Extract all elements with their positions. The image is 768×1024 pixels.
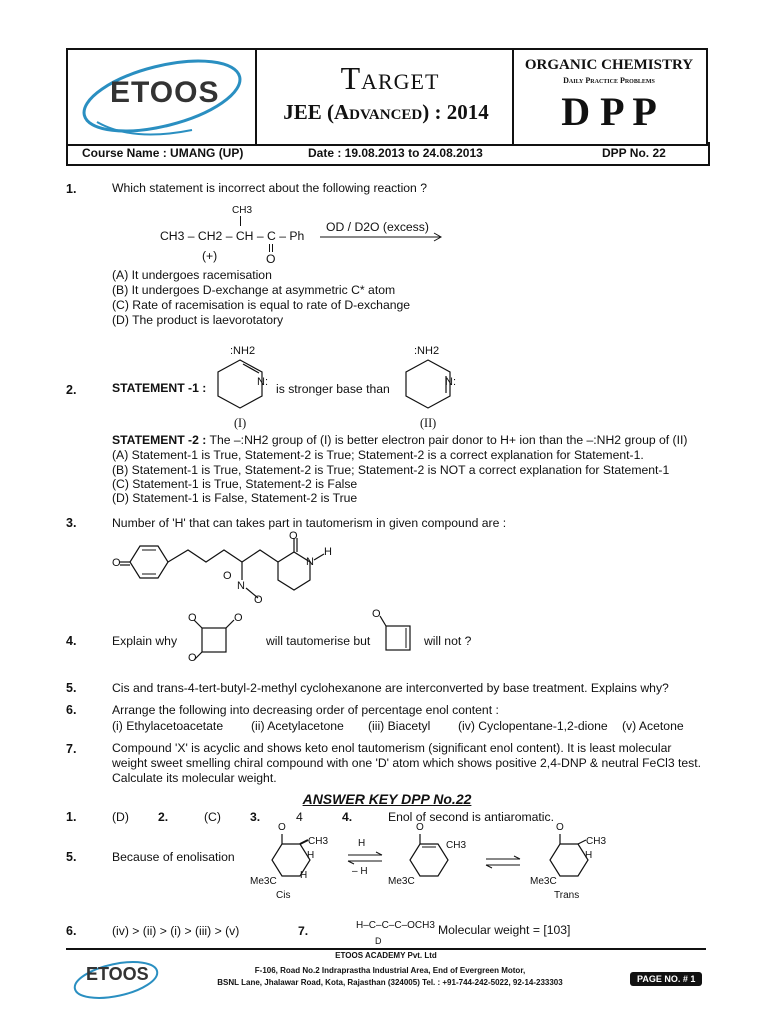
ak-me3c: Me3C (250, 876, 277, 887)
dpp-title: D P P (561, 89, 657, 134)
footer-logo: ETOOS (86, 964, 149, 984)
q2-statement2 (112, 433, 687, 448)
q3-o-label: O (112, 557, 121, 569)
q6-item-2: (ii) Acetylacetone (251, 719, 344, 733)
subject-subtitle: Daily Practice Problems (563, 76, 655, 85)
q5-text: Cis and trans-4-tert-butyl-2-methyl cyclohexanone are interconverted by base treatment. Explains why? (112, 681, 669, 695)
course-name: Course Name : UMANG (UP) (82, 146, 244, 160)
q6-item-3: (iii) Biacetyl (368, 719, 431, 733)
q1-option-a: (A) It undergoes racemisation (112, 268, 272, 282)
q5-number: 5. (66, 681, 77, 695)
ak-2-num: 2. (158, 810, 169, 824)
q6-item-1: (i) Ethylacetoacetate (112, 719, 224, 733)
ak-4-ans: Enol of second is antiaromatic. (388, 810, 554, 824)
q1-oxygen: O (266, 252, 276, 266)
q7-number: 7. (66, 742, 77, 756)
q2-label-i: (I) (234, 416, 247, 430)
ak-ch3: CH3 (446, 840, 467, 851)
q1-option-d: (D) The product is laevorotatory (112, 313, 284, 327)
ak-h: H (585, 850, 593, 861)
q2-n-label-ii: N: (445, 376, 456, 388)
q2-mid-text: is stronger base than (276, 382, 390, 396)
ak-7-num: 7. (298, 924, 309, 938)
ak-trans: Trans (554, 890, 580, 901)
ak-me3c: Me3C (388, 876, 415, 887)
q4-o-label: O (188, 652, 197, 664)
q3-no2-o: O (223, 570, 232, 582)
q1-plus: (+) (202, 249, 218, 263)
q2-option-d: (D) Statement-1 is False, Statement-2 is True (112, 491, 358, 505)
equilibrium-arrow (484, 856, 524, 868)
q2-n-label-i: N: (257, 376, 268, 388)
ak-o: O (278, 822, 286, 833)
q1-option-b: (B) It undergoes D-exchange at asymmetric C* atom (112, 283, 396, 297)
q3-text: Number of 'H' that can takes part in tautomerism in given compound are : (112, 516, 507, 530)
q6-text: Arrange the following into decreasing order of percentage enol content : (112, 703, 499, 717)
q3-no2-o: O (254, 594, 263, 606)
q4-o-label: O (372, 608, 381, 620)
equilibrium-arrow (346, 852, 386, 864)
q2-label-ii: (II) (420, 416, 437, 430)
q2-nh2-a: :NH2 (230, 345, 256, 357)
ak-2-ans: (C) (204, 810, 221, 824)
q1-option-c: (C) Rate of racemisation is equal to rate of D-exchange (112, 298, 411, 312)
ak-7-mw: Molecular weight = [103] (438, 923, 571, 937)
ak-o: O (556, 822, 564, 833)
q1-bond (272, 244, 273, 252)
footer-divider (66, 948, 706, 950)
ak-5-num: 5. (66, 850, 77, 864)
q4-number: 4. (66, 634, 77, 648)
ak-ch3: CH3 (308, 836, 329, 847)
q4-text3: will not ? (424, 634, 472, 648)
page-number: PAGE NO. # 1 (630, 972, 702, 986)
q6-item-5: (v) Acetone (622, 719, 684, 733)
ak-1-ans: (D) (112, 810, 129, 824)
q4-text1: Explain why (112, 634, 178, 648)
q2-option-c: (C) Statement-1 is True, Statement-2 is False (112, 477, 358, 491)
ak-6-num: 6. (66, 924, 77, 938)
ak-7-d: D (375, 936, 382, 946)
q1-formula-top: CH3 (232, 205, 253, 216)
q2-statement2-label: STATEMENT -2 : (112, 433, 207, 447)
q3-h-label: H (324, 546, 332, 558)
q3-number: 3. (66, 516, 77, 530)
ak-3-num: 3. (250, 810, 261, 824)
ak-6-text: (iv) > (ii) > (i) > (iii) > (v) (112, 924, 240, 938)
ak-5-text: Because of enolisation (112, 850, 235, 864)
q1-reagent: OD / D2O (excess) (326, 220, 429, 234)
ak-o: O (416, 822, 424, 833)
course-row (66, 142, 710, 166)
q1-bond (240, 216, 241, 226)
answer-key-title: ANSWER KEY DPP No.22 (302, 791, 472, 807)
ak-minus-h: – H (352, 866, 368, 877)
q2-option-a: (A) Statement-1 is True, Statement-2 is True; Statement-2 is a correct explanation for Statement-1. (112, 448, 644, 462)
q4-o-label: O (234, 612, 243, 624)
target-title: Target (340, 60, 440, 96)
footer-address-2: BSNL Lane, Jhalawar Road, Kota, Rajasthan (324005) Tel. : +91-744-242-5022, 92-14-233303 (217, 978, 563, 987)
ak-3-ans: 4 (296, 810, 303, 824)
q3-n-label: N (306, 556, 314, 568)
header-divider (255, 48, 257, 146)
q1-bond (269, 244, 270, 252)
footer-company: ETOOS ACADEMY Pvt. Ltd (335, 951, 437, 960)
q2-statement2-text: The –:NH2 group of (I) is better electron pair donor to H+ ion than the –:NH2 group of (II) (209, 433, 688, 447)
q1-text: Which statement is incorrect about the following reaction ? (112, 181, 428, 195)
ak-me3c: Me3C (530, 876, 557, 887)
q2-statement1-label: STATEMENT -1 : (112, 381, 207, 395)
reaction-arrow (318, 232, 448, 242)
ak-h: H (307, 850, 315, 861)
q2-number: 2. (66, 383, 77, 397)
ak-4-num: 4. (342, 810, 353, 824)
footer-address-1: F-106, Road No.2 Indraprastha Industrial Area, End of Evergreen Motor, (254, 966, 526, 975)
q7-text: Compound 'X' is acyclic and shows keto enol tautomerism (significant enol content). It is least molecular weight sweet smelling chiral compound with one 'D' atom which shows positive 2,4-DNP & neutral FeCl3 test. Calculate its molecular weight. (112, 741, 702, 785)
ak-h: H (300, 870, 308, 881)
q1-formula: CH3 – CH2 – CH – C – Ph (160, 229, 305, 243)
ak-7-formula: H–C–C–C–OCH3 (356, 920, 435, 931)
etoos-logo: ETOOS (110, 76, 220, 109)
header-divider (512, 48, 514, 146)
q2-nh2-b: :NH2 (414, 345, 440, 357)
q6-item-4: (iv) Cyclopentane-1,2-dione (458, 719, 608, 733)
q4-text2: will tautomerise but (266, 634, 371, 648)
course-date: Date : 19.08.2013 to 24.08.2013 (308, 146, 483, 160)
q3-o-label: O (289, 530, 298, 542)
q2-option-b: (B) Statement-1 is True, Statement-2 is True; Statement-2 is NOT a correct explanation for Statement-1 (112, 463, 670, 477)
ak-cis: Cis (276, 890, 291, 901)
ak-1-num: 1. (66, 810, 77, 824)
q4-o-label: O (188, 612, 197, 624)
q1-number: 1. (66, 182, 77, 196)
target-subtitle: JEE (Advanced) : 2014 (283, 100, 489, 124)
q6-number: 6. (66, 703, 77, 717)
subject-title: ORGANIC CHEMISTRY (524, 57, 694, 73)
dpp-number: DPP No. 22 (602, 146, 666, 160)
ak-ch3: CH3 (586, 836, 607, 847)
q3-no2-n: N (237, 580, 245, 592)
ak-h: H (358, 838, 366, 849)
